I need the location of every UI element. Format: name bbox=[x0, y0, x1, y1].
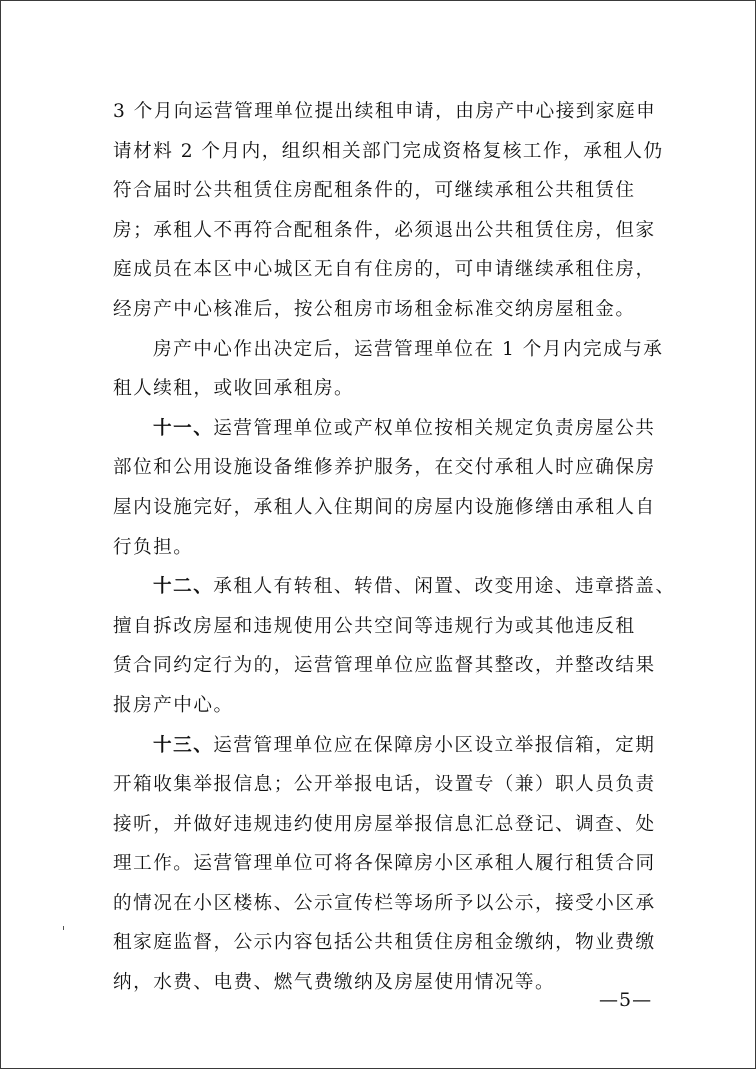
text-line: 的情况在小区楼栋、公示宣传栏等场所予以公示，接受小区承 bbox=[113, 892, 656, 914]
text-line bbox=[113, 567, 676, 607]
paragraph-item-13 bbox=[113, 726, 661, 1003]
text-line bbox=[113, 409, 661, 449]
item-number: 十一、 bbox=[153, 417, 214, 439]
item-text: 运营管理单位或产权单位按相关规定负责房屋公共 bbox=[213, 417, 656, 439]
text-line: 房产中心作出决定后，运营管理单位在 1 个月内完成与承 bbox=[153, 338, 664, 360]
text-line: 请材料 2 个月内，组织相关部门完成资格复核工作，承租人仍 bbox=[113, 140, 664, 162]
text-line: 屋内设施完好，承租人入住期间的房屋内设施修缮由承租人自 bbox=[113, 496, 656, 518]
text-line bbox=[113, 726, 661, 766]
paragraph-renewal-application bbox=[113, 92, 664, 330]
paragraph-item-11 bbox=[113, 409, 661, 567]
page-number: —5— bbox=[599, 989, 653, 1011]
text-line: 报房产中心。 bbox=[113, 694, 234, 716]
item-number: 十二、 bbox=[153, 576, 214, 598]
item-text: 运营管理单位应在保障房小区设立举报信箱，定期 bbox=[213, 734, 656, 756]
text-line: 接听，并做好违规违约使用房屋举报信息汇总登记、调查、处 bbox=[113, 813, 656, 835]
text-line: 经房产中心核准后，按公租房市场租金标准交纳房屋租金。 bbox=[113, 298, 636, 320]
text-line: 租人续租，或收回承租房。 bbox=[113, 378, 355, 400]
text-line: 理工作。运营管理单位可将各保障房小区承租人履行租赁合同 bbox=[113, 853, 656, 875]
paragraph-item-12 bbox=[113, 567, 676, 725]
text-line: 部位和公用设施设备维修养护服务，在交付承租人时应确保房 bbox=[113, 457, 656, 479]
paragraph-decision-followup bbox=[113, 330, 664, 409]
text-line: 房；承租人不再符合配租条件，必须退出公共租赁住房，但家 bbox=[113, 219, 656, 241]
text-line: 符合届时公共租赁住房配租条件的，可继续承租公共租赁住 bbox=[113, 180, 636, 202]
text-line: 3 个月向运营管理单位提出续租申请，由房产中心接到家庭申 bbox=[113, 101, 657, 122]
item-number: 十三、 bbox=[153, 734, 214, 756]
text-line: 行负担。 bbox=[113, 536, 194, 558]
text-line: 庭成员在本区中心城区无自有住房的，可申请继续承租住房， bbox=[113, 259, 656, 281]
text-line: 纳，水费、电费、燃气费缴纳及房屋使用情况等。 bbox=[113, 972, 556, 994]
text-line: 擅自拆改房屋和违规使用公共空间等违规行为或其他违反租 bbox=[113, 615, 636, 637]
document-body bbox=[113, 92, 676, 1003]
text-line: 租家庭监督，公示内容包括公共租赁住房租金缴纳，物业费缴 bbox=[113, 932, 656, 954]
item-text: 承租人有转租、转借、闲置、改变用途、违章搭盖、 bbox=[213, 576, 676, 598]
scan-speck bbox=[63, 926, 64, 930]
text-line: 开箱收集举报信息；公开举报电话，设置专（兼）职人员负责 bbox=[113, 774, 656, 796]
text-line: 赁合同约定行为的，运营管理单位应监督其整改，并整改结果 bbox=[113, 655, 656, 677]
